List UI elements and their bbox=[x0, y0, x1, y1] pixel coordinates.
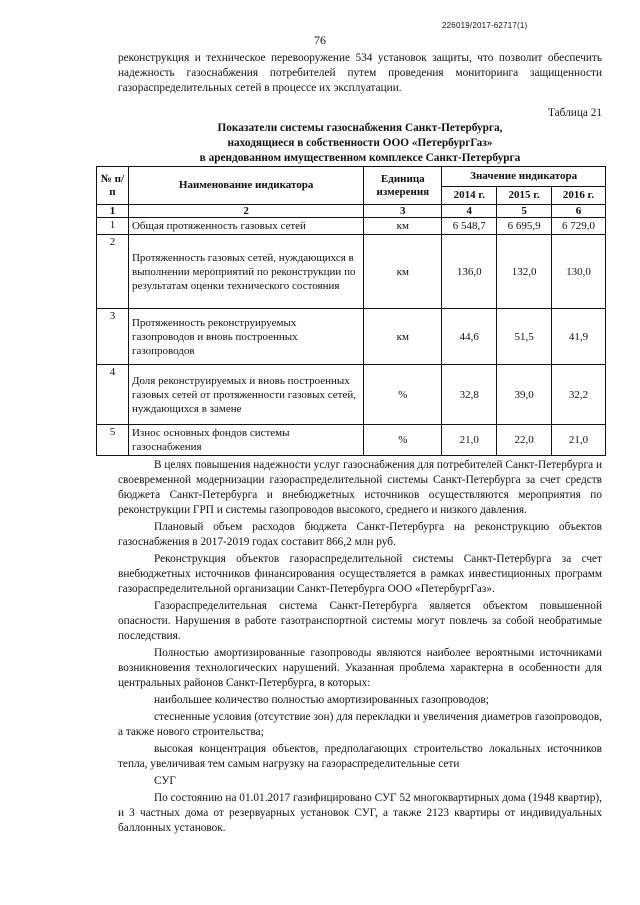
table-title bbox=[120, 121, 600, 166]
row-value-2015: 51,5 bbox=[497, 309, 552, 365]
body-text bbox=[118, 458, 602, 836]
indicators-table bbox=[96, 166, 606, 456]
header-unit: Единица измерения bbox=[364, 167, 442, 205]
header-year: 2014 г. bbox=[442, 187, 497, 205]
table-title-line: Показатели системы газоснабжения Санкт-Петербурга, bbox=[217, 122, 503, 134]
header-num: № п/п bbox=[97, 167, 129, 205]
row-value-2015: 39,0 bbox=[497, 365, 552, 425]
row-num: 5 bbox=[97, 425, 129, 456]
row-num: 4 bbox=[97, 365, 129, 425]
row-name: Протяженность реконструируемых газопроводов и вновь построенных газопроводов bbox=[128, 309, 363, 365]
paragraph: В целях повышения надежности услуг газоснабжения для потребителей Санкт-Петербурга и своевременной модернизации газораспределительной системы Санкт-Петербурга за счет средств бюджета Санкт-Петербурга и внебюджетных источников осуществляются мероприятия по реконструкции ГРП и системы газопроводов высокого, среднего и низкого давления. bbox=[118, 459, 602, 516]
row-name: Протяженность газовых сетей, нуждающихся в выполнении мероприятий по реконструкции по результатам оценки технического состояния bbox=[128, 235, 363, 309]
row-num: 2 bbox=[97, 235, 129, 309]
column-number: 1 bbox=[97, 205, 129, 218]
row-value-2014: 6 548,7 bbox=[442, 218, 497, 235]
paragraph: По состоянию на 01.01.2017 газифицировано СУГ 52 многоквартирных дома (1948 квартир), и 3 частных дома от резервуарных установок СУГ, а также 2123 квартиры от индивидуальных баллонных установок. bbox=[118, 792, 602, 834]
section-heading: СУГ bbox=[154, 775, 176, 787]
row-value-2014: 21,0 bbox=[442, 425, 497, 456]
row-num: 3 bbox=[97, 309, 129, 365]
row-name: Общая протяженность газовых сетей bbox=[128, 218, 363, 235]
column-number: 2 bbox=[128, 205, 363, 218]
row-value-2014: 136,0 bbox=[442, 235, 497, 309]
row-name: Износ основных фондов системы газоснабжения bbox=[128, 425, 363, 456]
column-number: 6 bbox=[552, 205, 606, 218]
row-value-2016: 32,2 bbox=[552, 365, 606, 425]
row-num: 1 bbox=[97, 218, 129, 235]
row-unit: % bbox=[364, 365, 442, 425]
table-row bbox=[97, 425, 606, 456]
table-row bbox=[97, 309, 606, 365]
row-value-2016: 21,0 bbox=[552, 425, 606, 456]
document-id: 226019/2017-62717(1) bbox=[442, 21, 528, 30]
paragraph: высокая концентрация объектов, предполагающих строительство локальных источников тепла, увеличивая тем самым нагрузку на газораспределительные сети bbox=[118, 743, 602, 770]
row-value-2016: 6 729,0 bbox=[552, 218, 606, 235]
table-row bbox=[97, 365, 606, 425]
paragraph: Плановый объем расходов бюджета Санкт-Петербурга на реконструкцию объектов газоснабжения в 2017-2019 годах составит 866,2 млн руб. bbox=[118, 521, 602, 548]
column-number-row bbox=[97, 205, 606, 218]
row-unit: км bbox=[364, 309, 442, 365]
table-label: Таблица 21 bbox=[548, 107, 602, 119]
paragraph: Полностью амортизированные газопроводы являются наиболее вероятными источниками возникновения технологических нарушений. Указанная проблема характерна в особенности для центральных районов Санкт-Петербурга, в которых: bbox=[118, 647, 602, 689]
header-year: 2016 г. bbox=[552, 187, 606, 205]
row-unit: км bbox=[364, 218, 442, 235]
row-value-2015: 22,0 bbox=[497, 425, 552, 456]
row-value-2014: 44,6 bbox=[442, 309, 497, 365]
table-row bbox=[97, 235, 606, 309]
paragraph: наибольшее количество полностью амортизированных газопроводов; bbox=[154, 694, 489, 706]
header-year: 2015 г. bbox=[497, 187, 552, 205]
table-title-line: в арендованном имущественном комплексе Санкт-Петербурга bbox=[199, 152, 521, 164]
header-name: Наименование индикатора bbox=[128, 167, 363, 205]
table-row bbox=[97, 218, 606, 235]
column-number: 4 bbox=[442, 205, 497, 218]
row-name: Доля реконструируемых и вновь построенных газовых сетей от протяженности газовых сетей, нуждающихся в замене bbox=[128, 365, 363, 425]
row-unit: % bbox=[364, 425, 442, 456]
row-value-2016: 41,9 bbox=[552, 309, 606, 365]
row-value-2015: 6 695,9 bbox=[497, 218, 552, 235]
column-number: 5 bbox=[497, 205, 552, 218]
column-number: 3 bbox=[364, 205, 442, 218]
row-value-2015: 132,0 bbox=[497, 235, 552, 309]
row-value-2014: 32,8 bbox=[442, 365, 497, 425]
row-value-2016: 130,0 bbox=[552, 235, 606, 309]
page-number: 76 bbox=[314, 33, 326, 47]
paragraph: стесненные условия (отсутствие зон) для перекладки и увеличения диаметров газопроводов, а также нового строительства; bbox=[118, 711, 602, 738]
header-value: Значение индикатора bbox=[442, 167, 606, 187]
intro-paragraph: реконструкция и техническое перевооружение 534 установок защиты, что позволит обеспечить надежность газоснабжения потребителей путем проведения мониторинга защищенности газораспределительных сетей в процессе их эксплуатации. bbox=[118, 52, 602, 94]
row-unit: км bbox=[364, 235, 442, 309]
table-title-line: находящиеся в собственности ООО «ПетербургГаз» bbox=[227, 137, 493, 149]
paragraph: Реконструкция объектов газораспределительной системы Санкт-Петербурга за счет внебюджетных источников финансирования осуществляется в рамках инвестиционных программ газораспределительной организации Санкт-Петербурга ООО «ПетербургГаз». bbox=[118, 553, 602, 595]
paragraph: Газораспределительная система Санкт-Петербурга является объектом повышенной опасности. Нарушения в работе газотранспортной системы могут повлечь за собой необратимые последствия. bbox=[118, 600, 602, 642]
